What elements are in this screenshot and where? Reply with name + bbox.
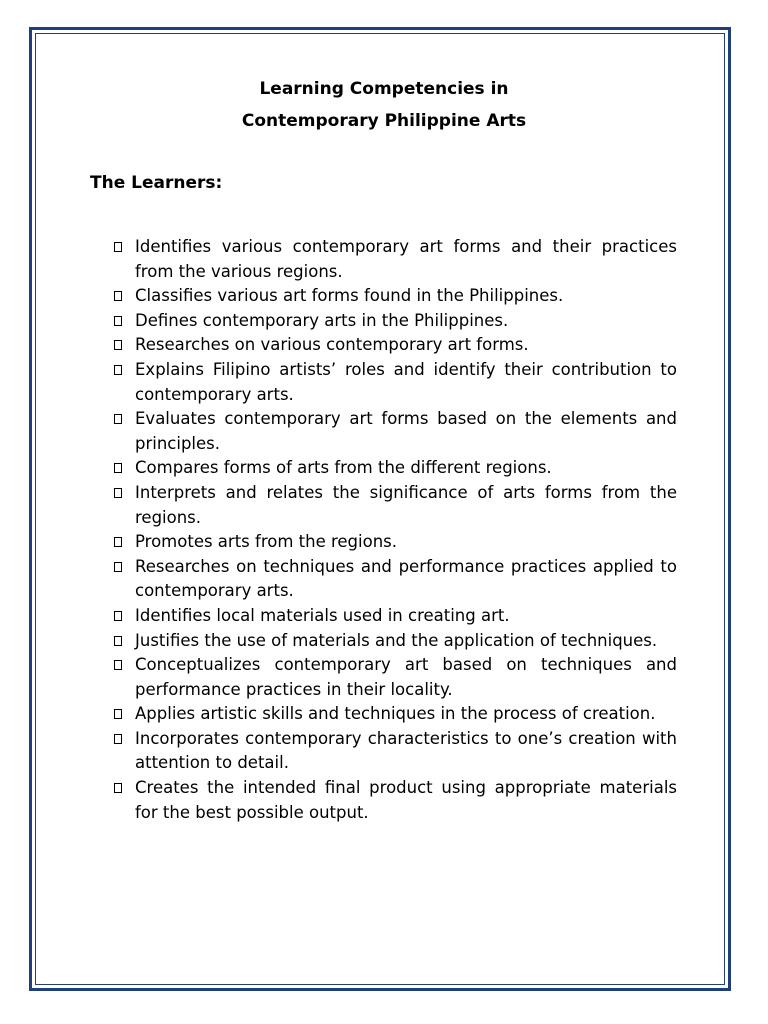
list-item (113, 702, 677, 727)
empty-box-icon (113, 604, 135, 629)
empty-box-icon (113, 530, 135, 555)
competency-text: Identifies local materials used in creating art. (135, 605, 510, 625)
empty-box-icon (113, 653, 135, 678)
list-item (113, 358, 677, 407)
list-item (113, 727, 677, 776)
competency-text: Explains Filipino artists’ roles and identify their contribution to contemporary arts. (135, 359, 677, 404)
empty-box-icon (113, 629, 135, 654)
list-item (113, 604, 677, 629)
empty-box-icon (113, 727, 135, 752)
list-item (113, 309, 677, 334)
competency-text: Classifies various art forms found in the Philippines. (135, 286, 564, 306)
competency-list (113, 235, 677, 825)
empty-box-icon (113, 358, 135, 383)
list-item (113, 407, 677, 456)
empty-box-icon (113, 284, 135, 309)
empty-box-icon (113, 407, 135, 432)
competency-text: Promotes arts from the regions. (135, 532, 398, 552)
list-item (113, 530, 677, 555)
empty-box-icon (113, 456, 135, 481)
competency-text: Justifies the use of materials and the application of techniques. (135, 630, 658, 650)
competency-text: Evaluates contemporary art forms based on the elements and principles. (135, 409, 677, 453)
list-item (113, 456, 677, 481)
list-item (113, 333, 677, 358)
empty-box-icon (113, 309, 135, 334)
competency-text: Researches on various contemporary art forms. (135, 335, 529, 355)
competency-text: Creates the intended final product using appropriate materials for the best possible output. (135, 778, 677, 822)
list-item (113, 555, 677, 604)
empty-box-icon (113, 235, 135, 260)
learners-heading: The Learners: (90, 173, 223, 193)
empty-box-icon (113, 555, 135, 580)
document-title-line-2: Contemporary Philippine Arts (241, 111, 527, 131)
competency-text: Applies artistic skills and techniques in the process of creation. (135, 704, 656, 724)
empty-box-icon (113, 481, 135, 506)
competency-text: Identifies various contemporary art forms and their practices from the various regions. (135, 237, 677, 281)
empty-box-icon (113, 333, 135, 358)
list-item (113, 481, 677, 530)
competency-text: Compares forms of arts from the different regions. (135, 458, 552, 478)
competency-text: Researches on techniques and performance practices applied to contemporary arts. (135, 556, 677, 601)
competency-text: Interprets and relates the significance of arts forms from the regions. (135, 482, 677, 527)
competency-text: Defines contemporary arts in the Philippines. (135, 310, 509, 330)
list-item (113, 284, 677, 309)
empty-box-icon (113, 702, 135, 727)
list-item (113, 776, 677, 825)
list-item (113, 653, 677, 702)
empty-box-icon (113, 776, 135, 801)
competency-text: Incorporates contemporary characteristics to one’s creation with attention to detail. (135, 728, 677, 773)
list-item (113, 629, 677, 654)
competency-text: Conceptualizes contemporary art based on techniques and performance practices in their locality. (135, 655, 677, 699)
list-item (113, 235, 677, 284)
document-title-line-1: Learning Competencies in (259, 79, 509, 99)
